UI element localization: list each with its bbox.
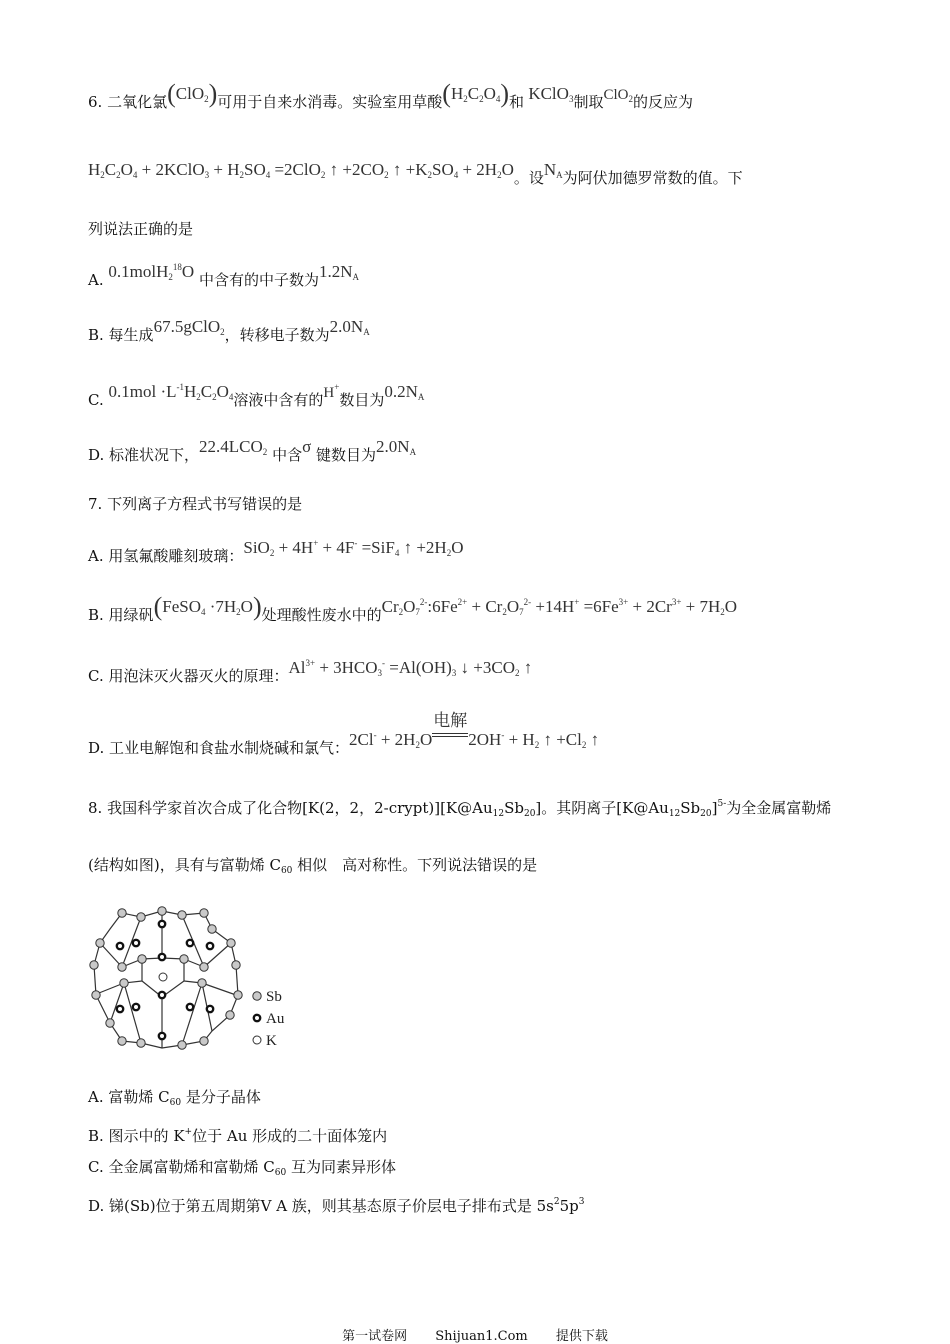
footer-download-text: 提供下载	[555, 1329, 608, 1344]
green-vitriol-formula: (FeSO$_4$ $\cdot 7H_2O$)	[153, 592, 262, 621]
q7-option-d-equation: $2Cl^- + 2H_2O$ 电解 $2OH^- + H_2$ ↑ $+Cl_2$ ↑	[349, 711, 600, 750]
q6-line2	[88, 160, 743, 193]
q7-option-b	[88, 592, 738, 630]
option-d-formula: $22.4LCO_2$	[199, 437, 268, 457]
page-footer	[0, 1325, 950, 1344]
option-b-text: ，转移电子数为	[224, 326, 330, 344]
q8-option-d: D. 锑(Sb)位于第五周期第Ⅴ A 族，则其基态原子价层电子排布式是 $5s^25p^3$	[88, 1197, 585, 1215]
sigma-symbol: σ	[302, 437, 312, 456]
option-a-value: $1.2N_A$	[318, 262, 359, 282]
q6-stem-part6: 为阿伏加德罗常数的值。下	[562, 169, 743, 187]
q8-line2: (结构如图)，具有与富勒烯 $C_{60}$ 相似 高对称性。下列说法错误的是	[88, 856, 538, 876]
q6-stem-part2: 可用于自来水消毒。实验室用草酸	[217, 93, 443, 111]
clo2-formula: (ClO$_2$)	[167, 79, 218, 108]
option-d-text2: 键数目为	[316, 446, 377, 464]
kclo3-formula: KClO$_3$	[528, 84, 574, 104]
q6-option-d	[88, 437, 417, 470]
option-c-label: C.	[88, 391, 104, 409]
legend-au-label: Au	[266, 1011, 285, 1027]
q7-option-a-text: A. 用氢氟酸雕刻玻璃：	[88, 547, 244, 565]
q6-equation: $H_2C_2O_4$ + 2KClO$_3$ + $H_2SO_4 =2ClO_2$ ↑ $+2CO_2$ ↑ $+K_2SO_4 + 2H_2O$	[88, 160, 514, 180]
option-d-value: $2.0N_A$	[376, 437, 417, 457]
option-d-label: D. 标准状况下，	[88, 446, 200, 464]
q6-option-b	[88, 317, 370, 350]
option-c-value: $0.2N_A$	[384, 382, 425, 402]
option-b-value: $2.0N_A$	[329, 317, 370, 337]
q8-option-b: B. 图示中的 K+位于 Au 形成的二十面体笼内	[88, 1127, 388, 1145]
option-c-text: 溶液中含有的	[233, 391, 324, 409]
q7-option-b-text: B. 用绿矾	[88, 606, 154, 624]
q7-option-a-equation: SiO$_2$ + 4H+ + 4F- =SiF$_4$ ↑ $+2H_2O$	[243, 538, 464, 558]
q6-stem-part3: 制取	[573, 93, 604, 111]
option-a-text: 中含有的中子数为	[198, 271, 319, 289]
q7-option-c-text: C. 用泡沫灭火器灭火的原理：	[88, 667, 289, 685]
clo2-formula-2: ClO$_2$	[603, 87, 633, 104]
q6-option-a	[88, 262, 359, 295]
q6-stem-part1: 6. 二氧化氯	[88, 93, 168, 111]
option-c-formula: $0.1mol \cdot L^{-1}H_2C_2O_4$	[108, 382, 234, 402]
option-d-text: 中含	[272, 446, 303, 464]
legend-au-swatch	[254, 1015, 260, 1021]
q7-option-b-equation: $Cr_2O_7^{2-}:6Fe^{2+} + Cr_2O_7^{2-} +14H^+ =6Fe^{3+} + 2Cr^{3+} + 7H_2O$	[381, 597, 738, 617]
fullerene-structure-figure	[86, 903, 306, 1053]
option-c-ion: H+	[323, 382, 340, 401]
q6-stem-part5: 。设	[513, 169, 544, 187]
q8-line1: 8. 我国科学家首次合成了化合物[K(2，2，$2-crypt)][K@Au_{12}Sb_{20}]$。其阴离子$[K@Au_{12}Sb_{20}]^{5-}$为全金属富勒烯	[88, 799, 832, 819]
footer-site-name: 第一试卷网	[342, 1329, 408, 1344]
option-b-formula: 67.5gClO$_2$	[153, 317, 225, 337]
q6-stem-and: 和	[509, 93, 525, 111]
legend-sb-swatch	[253, 992, 261, 1000]
oxalic-acid-formula: $(H_2C_2O_4)$	[442, 79, 510, 108]
option-a-label: A.	[88, 271, 104, 289]
q6-option-c	[88, 382, 425, 415]
q6-line3: 列说法正确的是	[88, 220, 194, 238]
q7-stem: 7. 下列离子方程式书写错误的是	[88, 495, 303, 513]
q7-option-c	[88, 658, 533, 691]
footer-site-url: Shijuan1.Com	[435, 1329, 528, 1344]
na-symbol: $N_A$	[543, 160, 563, 180]
q8-option-c: C. 全金属富勒烯和富勒烯 $C_{60}$ 互为同素异形体	[88, 1158, 396, 1178]
q7-option-a	[88, 538, 464, 571]
q6-stem-part4: 的反应为	[632, 93, 693, 111]
q7-option-d-text: D. 工业电解饱和食盐水制烧碱和氯气：	[88, 739, 350, 757]
k-atom	[159, 973, 167, 981]
q7-option-c-equation: $Al^{3+} + 3HCO_3^- =Al(OH)_3$ ↓ $+3CO_2$ ↑	[288, 658, 533, 678]
electrolysis-condition: 电解	[432, 729, 468, 743]
legend-k-label: K	[266, 1033, 277, 1049]
q6-line1	[88, 79, 693, 117]
option-b-label: B. 每生成	[88, 326, 154, 344]
option-c-text2: 数目为	[339, 391, 385, 409]
legend-sb-label: Sb	[266, 989, 282, 1005]
option-a-formula: 0.1molH$_2^{18}$O	[108, 262, 195, 282]
figure-legend	[253, 989, 285, 1049]
q7-option-d	[88, 711, 600, 763]
legend-k-swatch	[253, 1036, 261, 1044]
q7-option-b-text2: 处理酸性废水中的	[261, 606, 382, 624]
q8-option-a: A. 富勒烯 $C_{60}$ 是分子晶体	[88, 1088, 261, 1108]
